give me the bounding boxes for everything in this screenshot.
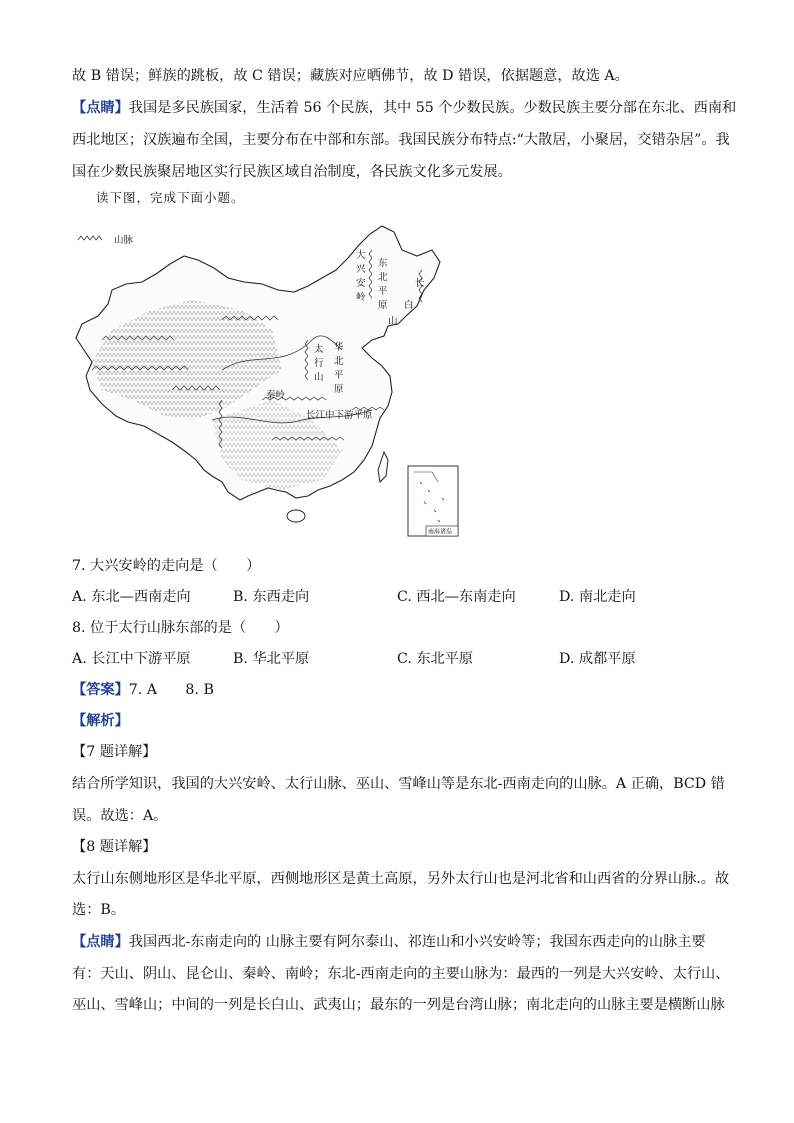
text-line: 结合所学知识，我国的大兴安岭、太行山脉、巫山、雪峰山等是东北-西南走向的山脉。A 正确，BCD 错 [72,776,725,792]
south-china-sea-inset [408,466,458,536]
label-qinling: 秦岭 [266,390,286,401]
dianjing-paragraph-line [72,932,732,952]
svg-text:山: 山 [314,372,324,383]
dianjing-tag: 【点睛】 [72,100,129,116]
svg-text:行: 行 [314,358,324,369]
question-7-option-c: C. 西北—东南走向 [397,589,516,605]
svg-text:岭: 岭 [356,292,366,303]
text-line: 巫山、雪峰山；中间的一列是长白山、武夷山；最东的一列是台湾山脉；南北走向的山脉主要是横断山脉 [72,997,725,1013]
svg-text:原: 原 [334,384,344,395]
label-taihangshan [314,343,324,383]
question-7-option-d: D. 南北走向 [559,589,636,605]
dianjing-paragraph-line [72,98,737,118]
question-7-option-a: A. 东北—西南走向 [72,589,191,605]
svg-text:白: 白 [404,300,414,311]
svg-text:长: 长 [415,278,425,289]
dianjing-tag: 【点睛】 [72,934,129,950]
question-8-option-c: C. 东北平原 [397,651,474,667]
map-intro: 读下图，完成下面小题。 [96,190,245,205]
q8-detail-tag: 【8 题详解】 [72,839,157,855]
text-line: 西北地区；汉族遍布全国，主要分布在中部和东部。我国民族分布特点:“大散居，小聚居，交错杂居”。我 [72,132,730,148]
svg-text:华: 华 [334,342,344,353]
text-line: 有：天山、阴山、昆仑山、秦岭、南岭；东北-西南走向的主要山脉为：最西的一列是大兴安岭、太行山、 [72,966,730,982]
answer-text: 7. A 8. B [128,682,214,698]
svg-text:原: 原 [378,300,388,311]
svg-text:北: 北 [378,272,388,283]
question-8-stem: 8. 位于太行山脉东部的是（ ） [72,620,289,636]
text-line: 故 B 错误；鲜族的跳板，故 C 错误；藏族对应晒佛节，故 D 错误，依据题意，故选 A。 [72,68,629,84]
taiwan-island [378,452,388,482]
svg-text:平: 平 [334,370,344,381]
inset-label: 南海诸岛 [428,528,453,536]
text-line: 国在少数民族聚居地区实行民族区域自治制度，各民族文化多元发展。 [72,164,512,180]
answer-line [72,680,732,700]
text-line: 误。故选：A。 [72,808,168,824]
question-7-option-b: B. 东西走向 [233,589,310,605]
svg-text:兴: 兴 [356,264,366,275]
label-changjiang-plain: 长江中下游平原 [306,410,373,421]
svg-text:大: 大 [356,250,366,261]
question-8-option-d: D. 成都平原 [559,651,636,667]
question-8-option-b: B. 华北平原 [233,651,310,667]
text-span: 我国西北-东南走向的 山脉主要有阿尔泰山、祁连山和小兴安岭等；我国东西走向的山脉主要 [128,934,706,950]
legend-label: 山脉 [114,235,134,246]
svg-text:平: 平 [378,286,388,297]
map-legend [78,234,134,246]
q7-detail-tag: 【7 题详解】 [72,744,157,760]
question-7-stem: 7. 大兴安岭的走向是（ ） [72,558,261,574]
china-mountains-map [72,220,464,538]
answer-tag: 【答案】 [72,682,129,698]
svg-text:东: 东 [378,258,388,269]
svg-text:北: 北 [334,356,344,367]
svg-text:山: 山 [388,316,398,327]
svg-text:安: 安 [356,278,366,289]
analysis-tag: 【解析】 [72,713,129,729]
question-8-option-a: A. 长江中下游平原 [72,651,191,667]
hainan-island [287,510,305,522]
svg-text:太: 太 [314,344,324,355]
text-span: 我国是多民族国家，生活着 56 个民族，其中 55 个少数民族。少数民族主要分部在东北、西南和 [128,100,737,116]
text-line: 太行山东侧地形区是华北平原，西侧地形区是黄土高原，另外太行山也是河北省和山西省的分界山脉.。故 [72,871,730,887]
text-line: 选：B。 [72,902,125,918]
